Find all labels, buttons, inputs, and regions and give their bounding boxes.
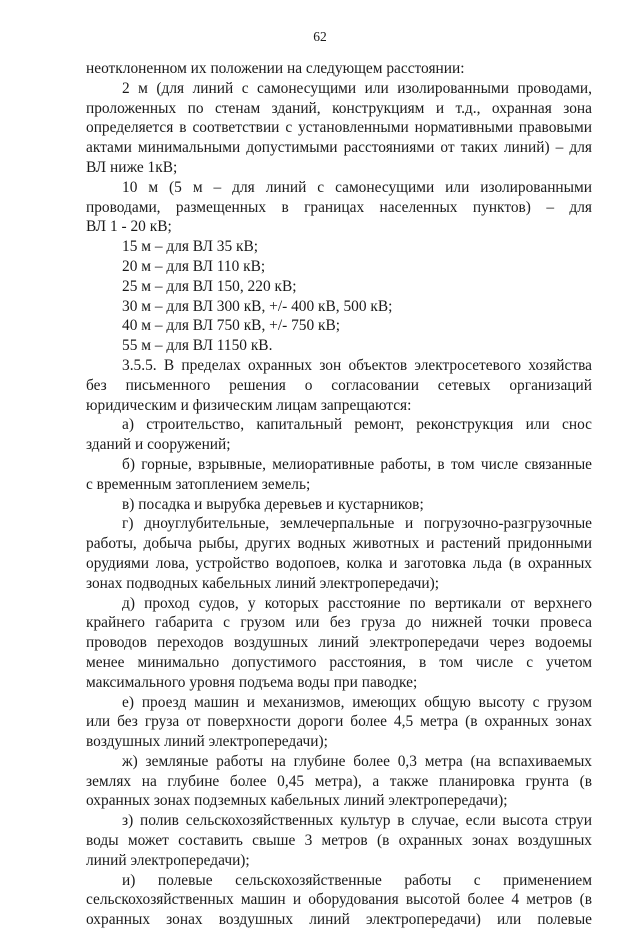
text-line: юридическим и физическим лицам запрещаются: (86, 396, 412, 414)
text-line: работы, добыча рыбы, других водных животных и растений придонными (86, 535, 592, 553)
text-line: и) полевые сельскохозяйственные работы с применением (122, 871, 592, 889)
text-line: 20 м – для ВЛ 110 кВ; (122, 257, 266, 275)
text-line: охранных зонах подземных кабельных линий электропередачи); (86, 792, 508, 810)
text-line: ВЛ 1 - 20 кВ; (86, 218, 172, 236)
text-line: а) строительство, капитальный ремонт, реконструкция или снос (122, 416, 592, 434)
text-line: неотклоненном их положении на следующем расстоянии: (86, 60, 465, 77)
text-line: актами минимальными допустимыми расстояниями от таких линий) – для (86, 139, 592, 157)
text-line: с временным затоплением земель; (86, 475, 311, 493)
text-line: воды может составить свыше 3 метров (в охранных зонах воздушных (86, 832, 592, 850)
text-line: проводами, размещенных в границах населенных пунктов) – для (86, 198, 592, 216)
text-line: проложенных по стенам зданий, конструкциям и т.д., охранная зона (86, 99, 592, 117)
page-number: 62 (313, 29, 327, 44)
text-line: ВЛ ниже 1кВ; (86, 158, 178, 176)
text-line: з) полив сельскохозяйственных культур в случае, если высота струи (122, 812, 592, 830)
text-line: в) посадка и вырубка деревьев и кустарников; (122, 495, 424, 513)
text-line: 3.5.5. В пределах охранных зон объектов электросетевого хозяйства (122, 356, 592, 374)
text-line: охранных зонах воздушных линий электропередачи) или полевые (86, 911, 592, 929)
text-line: сельскохозяйственных машин и оборудования высотой более 4 метров (в (86, 891, 592, 909)
text-line: крайнего габарита с грузом или без груза до нижней точки провеса (86, 614, 592, 632)
text-line: 15 м – для ВЛ 35 кВ; (122, 238, 259, 256)
text-line: проводов переходов воздушных линий электропередачи через водоемы (86, 634, 592, 652)
text-line: линий электропередачи); (86, 851, 250, 869)
text-line: 25 м – для ВЛ 150, 220 кВ; (122, 277, 297, 295)
text-line: или без груза от поверхности дороги более 4,5 метра (в охранных зонах (86, 713, 592, 731)
text-line: менее минимально допустимого расстояния, в том числе с учетом (86, 653, 592, 671)
text-line: воздушных линий электропередачи); (86, 733, 328, 751)
text-line: 40 м – для ВЛ 750 кВ, +/- 750 кВ; (122, 317, 341, 335)
text-line: ж) земляные работы на глубине более 0,3 метра (на вспахиваемых (122, 752, 592, 770)
text-line: е) проезд машин и механизмов, имеющих общую высоту с грузом (122, 693, 592, 711)
text-line: зонах подводных кабельных линий электропередачи); (86, 574, 440, 592)
text-line: определяется в соответствии с установленными нормативными правовыми (86, 119, 592, 137)
text-line: землях на глубине более 0,45 метра), а также планировка грунта (в (86, 772, 592, 790)
text-line: 55 м – для ВЛ 1150 кВ. (122, 337, 273, 355)
text-line: б) горные, взрывные, мелиоративные работы, в том числе связанные (122, 455, 592, 473)
text-line: максимального уровня подъема воды при паводке; (86, 673, 418, 691)
text-line: орудиями лова, устройство водопоев, колка и заготовка льда (в охранных (86, 554, 592, 572)
text-line: 10 м (5 м – для линий с самонесущими или изолированными (122, 178, 592, 196)
text-line: г) дноуглубительные, землечерпальные и погрузочно-разгрузочные (122, 515, 592, 533)
text-line: 2 м (для линий с самонесущими или изолированными проводами, (122, 79, 592, 97)
text-line: без письменного решения о согласовании сетевых организаций (86, 376, 592, 394)
document-body (86, 59, 592, 930)
text-line: 30 м – для ВЛ 300 кВ, +/- 400 кВ, 500 кВ; (122, 297, 393, 315)
text-line: д) проход судов, у которых расстояние по вертикали от верхнего (122, 594, 592, 612)
text-line: зданий и сооружений; (86, 436, 231, 454)
